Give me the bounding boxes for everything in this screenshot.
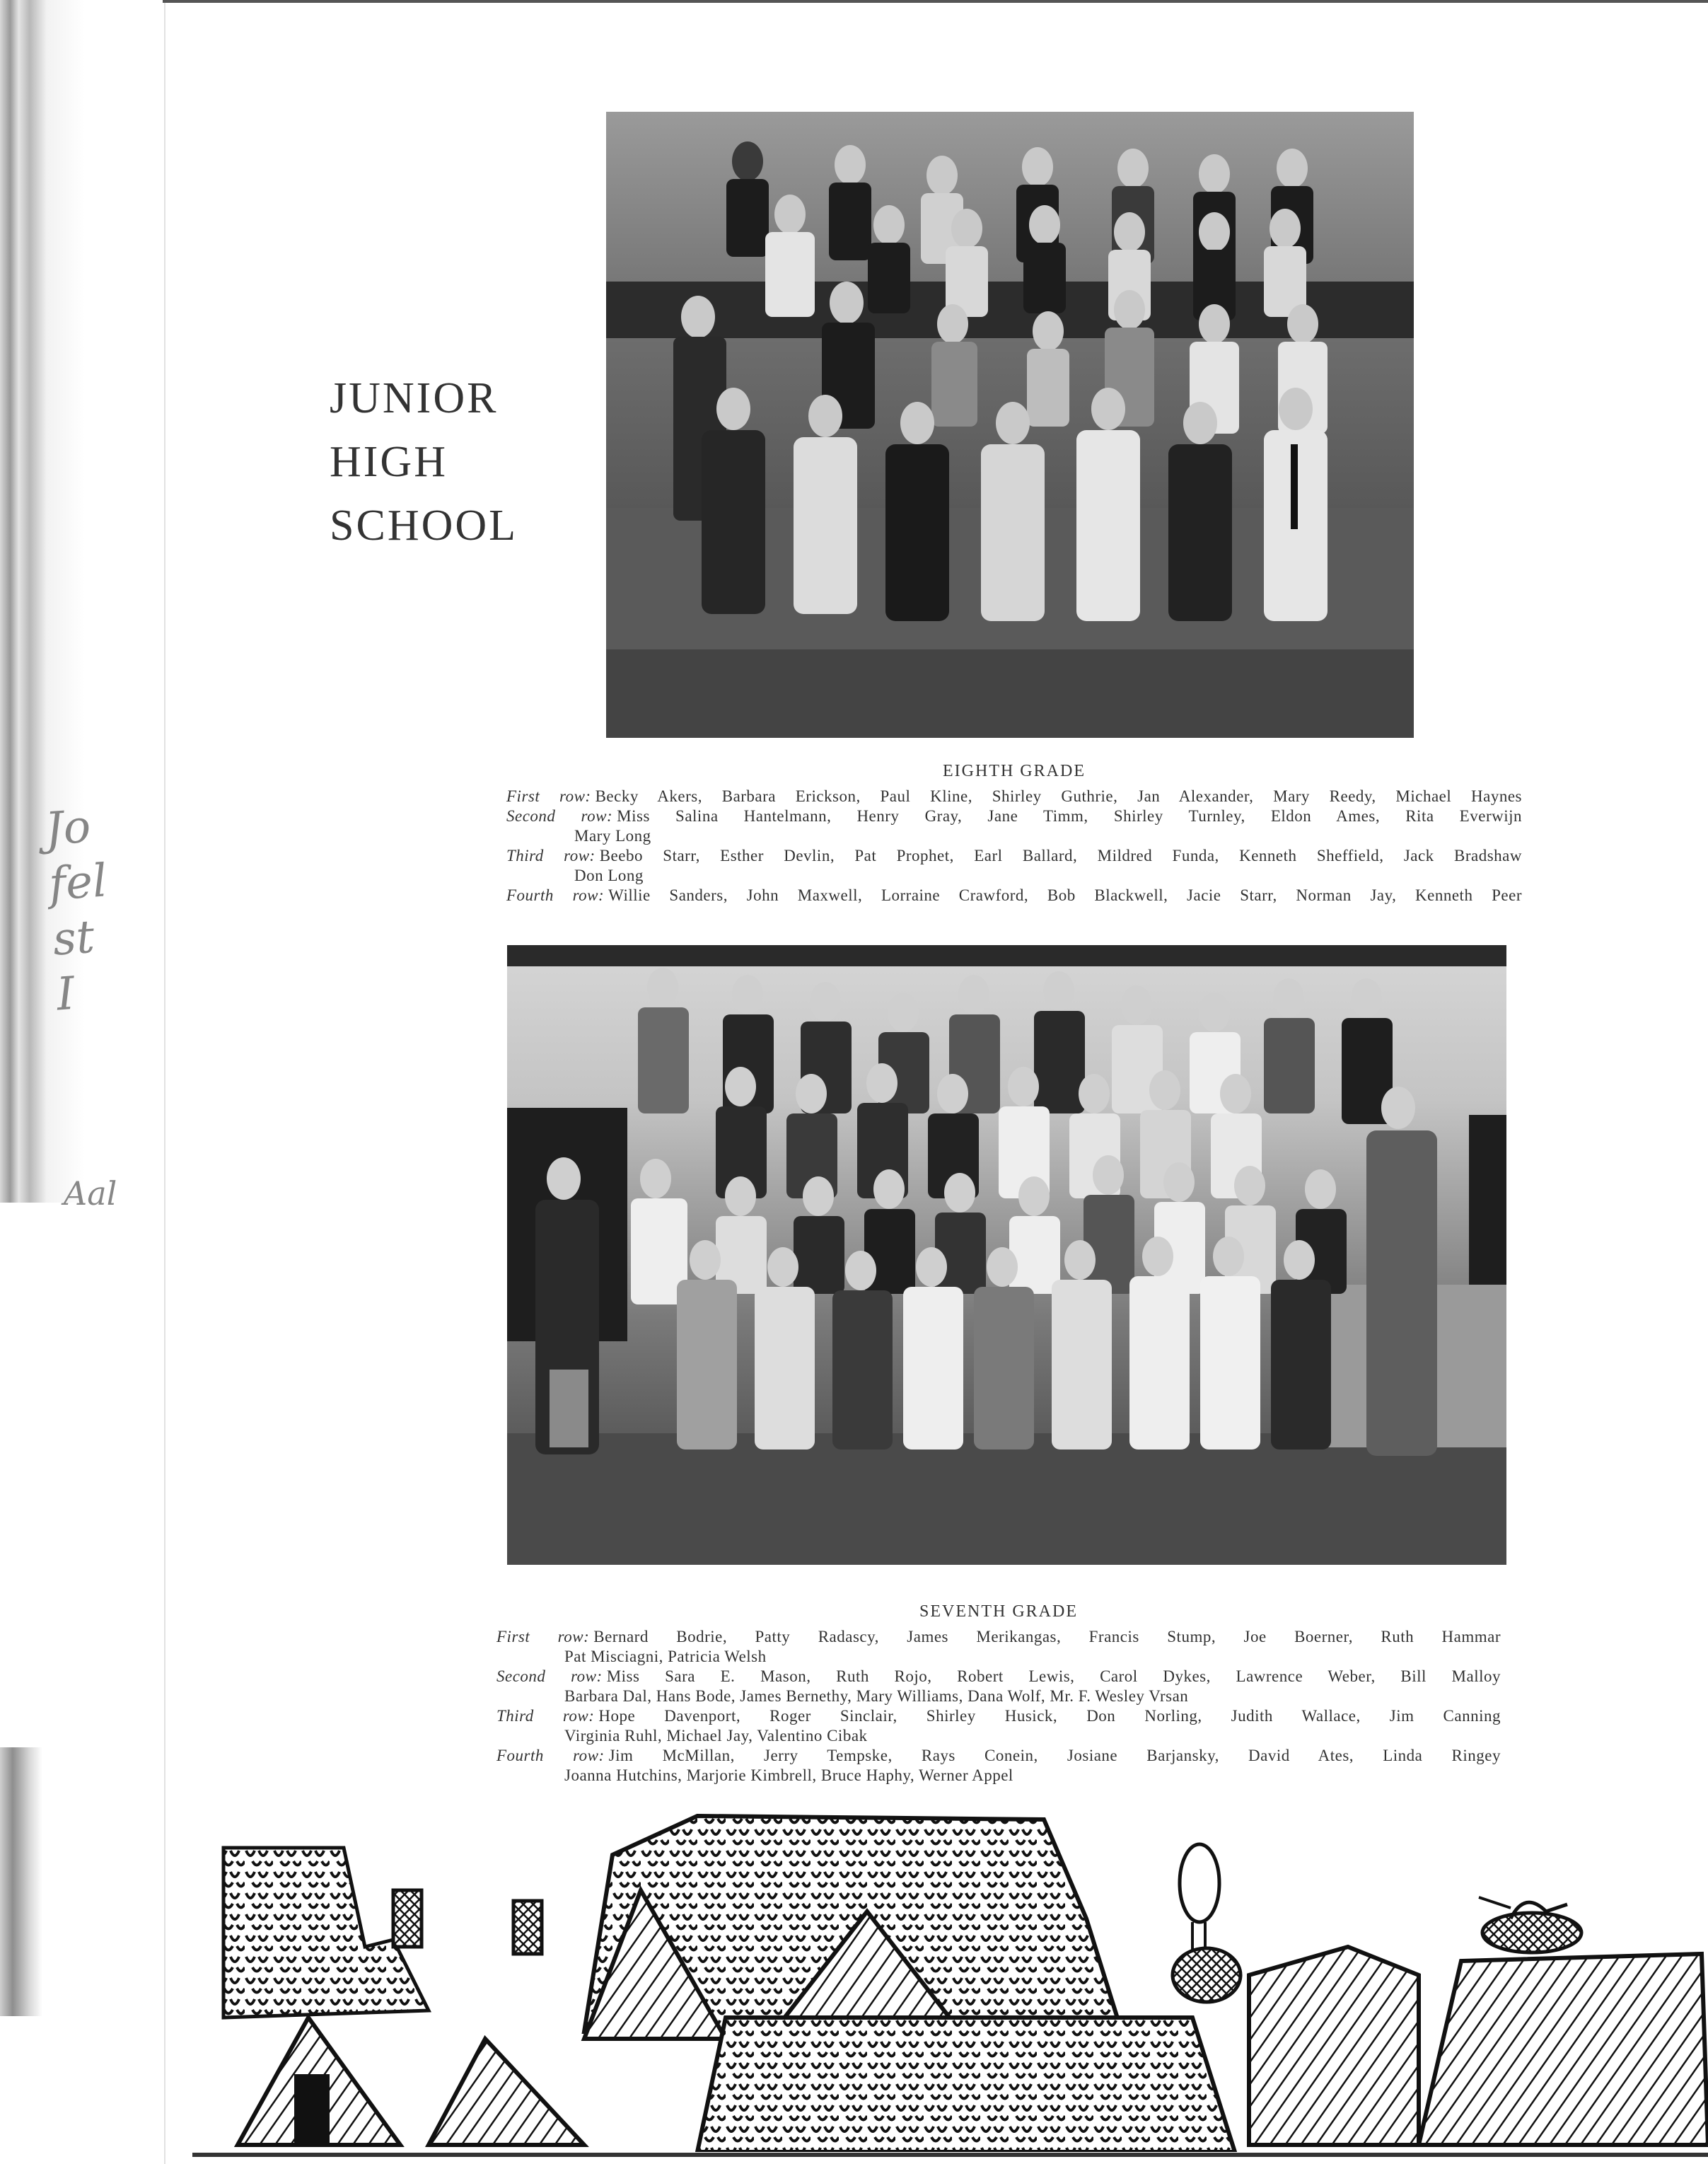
bottom-rule bbox=[192, 2153, 1708, 2157]
page-edge bbox=[164, 0, 165, 2164]
seventh-grade-heading: SEVENTH GRADE bbox=[919, 1602, 1078, 1621]
seventh-grade-class-photo bbox=[507, 945, 1506, 1565]
seventh-first-row: First row: Bernard Bodrie, Patty Radascy, James Merikangas, Francis Stump, Joe Boerner, Ruth Hammar bbox=[496, 1628, 1501, 1645]
book-binding-edge-lower bbox=[0, 1747, 42, 2016]
chimney-2 bbox=[513, 1901, 542, 1954]
stork-standing bbox=[1180, 1844, 1219, 1922]
eighth-grade-heading: EIGHTH GRADE bbox=[943, 762, 1086, 780]
eighth-grade-photo-image bbox=[606, 112, 1414, 738]
roof-front bbox=[697, 2018, 1235, 2152]
eighth-fourth-row: Fourth row: Willie Sanders, John Maxwell, Lorraine Crawford, Bob Blackwell, Jacie Starr, Norman Jay, Kenneth Peer bbox=[506, 886, 1522, 904]
seventh-fourth-row-cont: Joanna Hutchins, Marjorie Kimbrell, Bruce Haphy, Werner Appel bbox=[564, 1766, 1013, 1784]
title-line-2: HIGH bbox=[330, 438, 448, 486]
seventh-grade-photo-image bbox=[507, 945, 1506, 1565]
seventh-grade-caption bbox=[496, 1602, 1501, 1786]
eighth-third-row: Third row: Beebo Starr, Esther Devlin, Pat Prophet, Earl Ballard, Mildred Funda, Kenneth Sheffield, Jack Bradshaw bbox=[506, 847, 1522, 864]
eighth-third-row-cont: Don Long bbox=[574, 867, 644, 884]
eighth-first-row: First row: Becky Akers, Barbara Erickson, Paul Kline, Shirley Guthrie, Jan Alexander, Mary Reedy, Michael Haynes bbox=[506, 787, 1522, 805]
rooftops-stork-illustration bbox=[216, 1805, 1708, 2152]
seventh-fourth-row: Fourth row: Jim McMillan, Jerry Tempske, Rays Conein, Josiane Barjansky, David Ates, Linda Ringey bbox=[496, 1747, 1501, 1764]
eighth-second-row: Second row: Miss Salina Hantelmann, Henry Gray, Jane Timm, Shirley Turnley, Eldon Ames, Rita Everwijn bbox=[506, 807, 1522, 825]
eighth-grade-class-photo bbox=[606, 112, 1414, 738]
seventh-second-row-cont: Barbara Dal, Hans Bode, James Bernethy, Mary Williams, Dana Wolf, Mr. F. Wesley Vrsan bbox=[564, 1687, 1189, 1705]
seventh-third-row: Third row: Hope Davenport, Roger Sinclair, Shirley Husick, Don Norling, Judith Wallace, Jim Canning bbox=[496, 1707, 1501, 1725]
gable-left-2 bbox=[429, 2039, 584, 2145]
title-line-1: JUNIOR bbox=[330, 374, 499, 422]
seventh-third-row-cont: Virginia Ruhl, Michael Jay, Valentino Cibak bbox=[564, 1727, 868, 1744]
eighth-second-row-cont: Mary Long bbox=[574, 827, 651, 845]
seventh-second-row: Second row: Miss Sara E. Mason, Ruth Rojo, Robert Lewis, Carol Dykes, Lawrence Weber, Bill Malloy bbox=[496, 1667, 1501, 1685]
title-line-3: SCHOOL bbox=[330, 502, 518, 550]
bush bbox=[1173, 1948, 1241, 2002]
page-title bbox=[330, 366, 598, 557]
margin-handwriting-lower: Aal bbox=[64, 1174, 117, 1213]
top-rule bbox=[163, 0, 1708, 3]
margin-handwriting: Jo fel st I bbox=[43, 800, 109, 1022]
book-binding-edge bbox=[0, 0, 85, 1203]
eighth-grade-caption bbox=[506, 761, 1522, 905]
stork-nest bbox=[1482, 1913, 1581, 1952]
chimney-1 bbox=[393, 1890, 422, 1947]
window-left bbox=[294, 2074, 330, 2145]
seventh-first-row-cont: Pat Misciagni, Patricia Welsh bbox=[564, 1648, 767, 1665]
house-right-2 bbox=[1419, 1954, 1708, 2145]
house-right-1 bbox=[1249, 1947, 1419, 2145]
